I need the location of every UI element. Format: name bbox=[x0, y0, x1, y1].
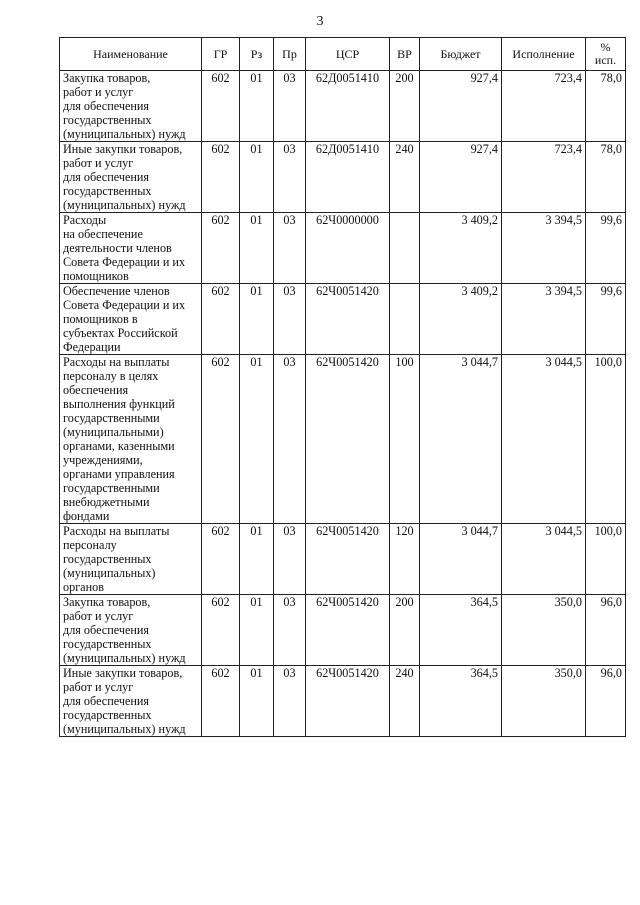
table-row bbox=[60, 595, 626, 666]
header-budget: Бюджет bbox=[420, 38, 502, 71]
table-row bbox=[60, 142, 626, 213]
header-rz: Рз bbox=[240, 38, 274, 71]
table-row bbox=[60, 213, 626, 284]
cell-vr bbox=[390, 213, 420, 284]
cell-vr: 200 bbox=[390, 595, 420, 666]
cell-name: Расходы на выплаты персоналу государственных (муниципальных) органов bbox=[60, 524, 202, 595]
cell-vr: 100 bbox=[390, 355, 420, 524]
cell-gr: 602 bbox=[202, 355, 240, 524]
cell-csr: 62Ч0051420 bbox=[306, 666, 390, 737]
cell-csr: 62Д0051410 bbox=[306, 71, 390, 142]
cell-rz: 01 bbox=[240, 284, 274, 355]
cell-budget: 364,5 bbox=[420, 595, 502, 666]
table-row bbox=[60, 71, 626, 142]
cell-execution: 3 394,5 bbox=[502, 213, 586, 284]
cell-budget: 927,4 bbox=[420, 71, 502, 142]
header-name: Наименование bbox=[60, 38, 202, 71]
cell-vr: 240 bbox=[390, 666, 420, 737]
cell-pct: 99,6 bbox=[586, 284, 626, 355]
budget-table bbox=[59, 37, 626, 737]
cell-pr: 03 bbox=[274, 284, 306, 355]
cell-pr: 03 bbox=[274, 666, 306, 737]
table-row bbox=[60, 355, 626, 524]
cell-budget: 927,4 bbox=[420, 142, 502, 213]
cell-execution: 3 394,5 bbox=[502, 284, 586, 355]
cell-budget: 3 409,2 bbox=[420, 284, 502, 355]
cell-pct: 100,0 bbox=[586, 355, 626, 524]
cell-pr: 03 bbox=[274, 71, 306, 142]
cell-execution: 723,4 bbox=[502, 71, 586, 142]
cell-rz: 01 bbox=[240, 666, 274, 737]
cell-gr: 602 bbox=[202, 666, 240, 737]
cell-name: Расходы на обеспечение деятельности членов Совета Федерации и их помощников bbox=[60, 213, 202, 284]
cell-rz: 01 bbox=[240, 142, 274, 213]
cell-name: Закупка товаров, работ и услуг для обеспечения государственных (муниципальных) нужд bbox=[60, 595, 202, 666]
cell-csr: 62Ч0051420 bbox=[306, 284, 390, 355]
table-row bbox=[60, 666, 626, 737]
cell-gr: 602 bbox=[202, 142, 240, 213]
cell-execution: 723,4 bbox=[502, 142, 586, 213]
cell-budget: 3 044,7 bbox=[420, 355, 502, 524]
cell-pr: 03 bbox=[274, 213, 306, 284]
cell-rz: 01 bbox=[240, 595, 274, 666]
cell-execution: 3 044,5 bbox=[502, 524, 586, 595]
cell-rz: 01 bbox=[240, 355, 274, 524]
cell-gr: 602 bbox=[202, 595, 240, 666]
cell-budget: 3 044,7 bbox=[420, 524, 502, 595]
cell-vr: 120 bbox=[390, 524, 420, 595]
cell-pct: 100,0 bbox=[586, 524, 626, 595]
cell-name: Иные закупки товаров, работ и услуг для обеспечения государственных (муниципальных) нужд bbox=[60, 142, 202, 213]
cell-gr: 602 bbox=[202, 524, 240, 595]
cell-csr: 62Ч0051420 bbox=[306, 595, 390, 666]
cell-rz: 01 bbox=[240, 213, 274, 284]
cell-pct: 96,0 bbox=[586, 666, 626, 737]
cell-pr: 03 bbox=[274, 355, 306, 524]
cell-gr: 602 bbox=[202, 213, 240, 284]
cell-vr: 240 bbox=[390, 142, 420, 213]
table-row bbox=[60, 524, 626, 595]
cell-budget: 364,5 bbox=[420, 666, 502, 737]
cell-pct: 78,0 bbox=[586, 71, 626, 142]
cell-pct: 96,0 bbox=[586, 595, 626, 666]
header-vr: ВР bbox=[390, 38, 420, 71]
cell-execution: 3 044,5 bbox=[502, 355, 586, 524]
cell-vr: 200 bbox=[390, 71, 420, 142]
cell-gr: 602 bbox=[202, 284, 240, 355]
header-pct: % исп. bbox=[586, 38, 626, 71]
header-gr: ГР bbox=[202, 38, 240, 71]
cell-rz: 01 bbox=[240, 71, 274, 142]
header-row bbox=[60, 38, 626, 71]
cell-gr: 602 bbox=[202, 71, 240, 142]
cell-pct: 78,0 bbox=[586, 142, 626, 213]
page-number: 3 bbox=[316, 14, 324, 29]
cell-execution: 350,0 bbox=[502, 666, 586, 737]
cell-csr: 62Ч0000000 bbox=[306, 213, 390, 284]
cell-pr: 03 bbox=[274, 524, 306, 595]
cell-vr bbox=[390, 284, 420, 355]
table-row bbox=[60, 284, 626, 355]
cell-pr: 03 bbox=[274, 142, 306, 213]
cell-pct: 99,6 bbox=[586, 213, 626, 284]
cell-budget: 3 409,2 bbox=[420, 213, 502, 284]
cell-name: Обеспечение членов Совета Федерации и их помощников в субъектах Российской Федерации bbox=[60, 284, 202, 355]
cell-name: Иные закупки товаров, работ и услуг для обеспечения государственных (муниципальных) нужд bbox=[60, 666, 202, 737]
cell-csr: 62Ч0051420 bbox=[306, 524, 390, 595]
cell-rz: 01 bbox=[240, 524, 274, 595]
cell-pr: 03 bbox=[274, 595, 306, 666]
header-execution: Исполнение bbox=[502, 38, 586, 71]
header-pr: Пр bbox=[274, 38, 306, 71]
header-csr: ЦСР bbox=[306, 38, 390, 71]
cell-name: Расходы на выплаты персоналу в целях обеспечения выполнения функций государственными (муниципальными) органами, казенными учреждениями, органами управления государственными внебюджетными фондами bbox=[60, 355, 202, 524]
cell-name: Закупка товаров, работ и услуг для обеспечения государственных (муниципальных) нужд bbox=[60, 71, 202, 142]
cell-csr: 62Д0051410 bbox=[306, 142, 390, 213]
cell-execution: 350,0 bbox=[502, 595, 586, 666]
cell-csr: 62Ч0051420 bbox=[306, 355, 390, 524]
